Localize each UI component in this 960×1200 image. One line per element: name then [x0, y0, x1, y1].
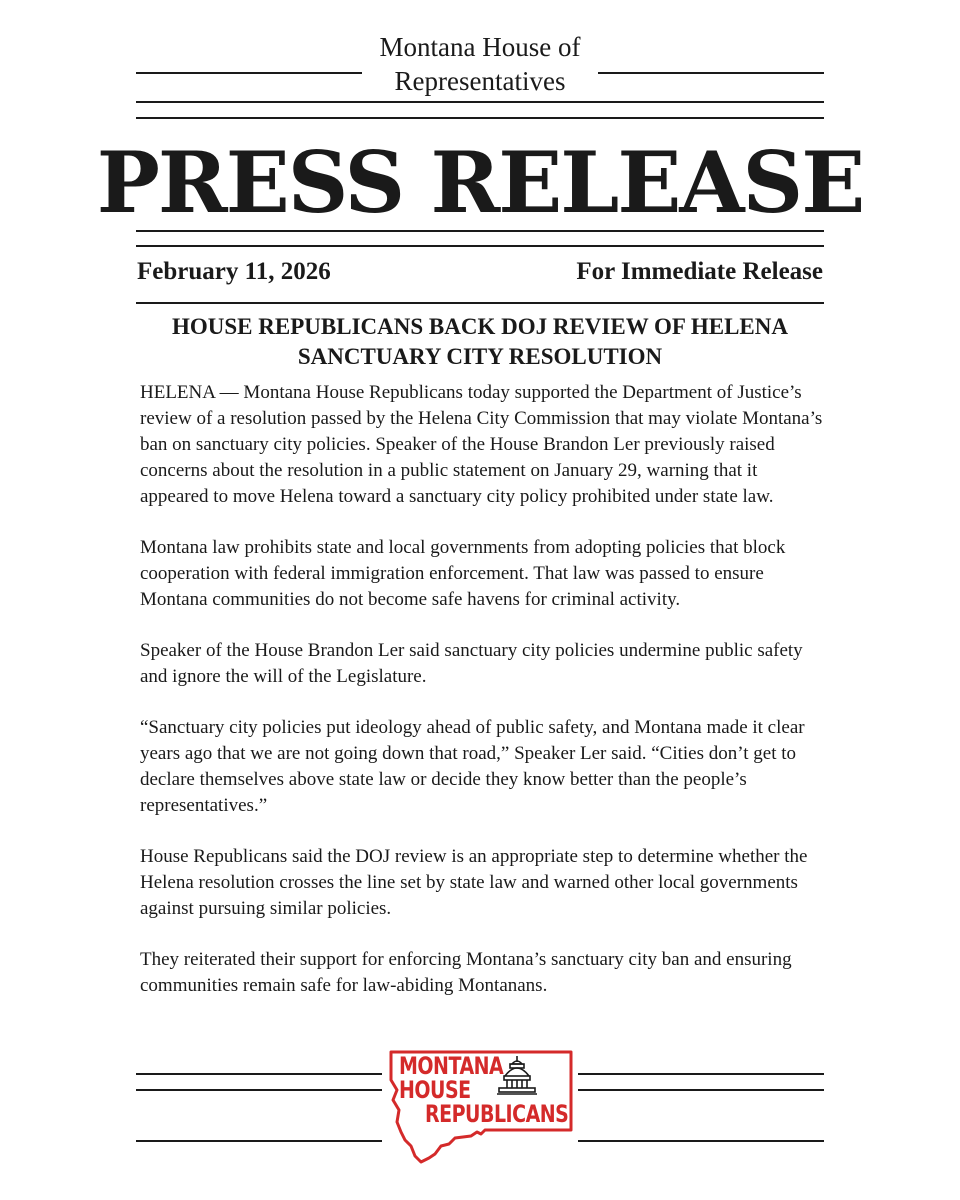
release-date: February 11, 2026	[137, 258, 331, 285]
footer-rule-left-2	[136, 1089, 382, 1091]
footer-rule-right-3	[578, 1140, 824, 1142]
footer-rule-left-1	[136, 1073, 382, 1075]
paragraph: Montana law prohibits state and local governments from adopting policies that block cooperation with federal immigration enforcement. That law was passed to ensure Montana communities do not become safe havens for criminal activity.	[140, 537, 786, 610]
paragraph: Speaker of the House Brandon Ler said sanctuary city policies undermine public safety and ignore the will of the Legislature.	[140, 640, 803, 687]
title-rule-1	[136, 230, 824, 232]
logo-text-montana: MONTANA	[399, 1052, 504, 1081]
footer-rule-right-2	[578, 1089, 824, 1091]
paragraph: “Sanctuary city policies put ideology ahead of public safety, and Montana made it clear years ago that we are not going down that road,” Speaker Ler said. “Cities don’t get to declare themselves above state law or decide they know better than the people’s representatives.”	[140, 717, 805, 816]
org-name-line2: Representatives	[394, 66, 566, 96]
headline-line2: SANCTUARY CITY RESOLUTION	[297, 344, 663, 369]
page-title: PRESS RELEASE	[96, 133, 864, 232]
montana-house-republicans-logo	[385, 1048, 575, 1166]
header-rule-full-2	[136, 117, 824, 119]
logo-text-house: HOUSE	[399, 1076, 471, 1105]
paragraph: HELENA — Montana House Republicans today supported the Department of Justice’s review of a resolution passed by the Helena City Commission that may violate Montana’s ban on sanctuary city policies. Speaker of the House Brandon Ler previously raised concerns about the resolution in a public statement on January 29, warning that it appeared to move Helena toward a sanctuary city policy prohibited under state law.	[140, 382, 823, 507]
title-rule-2	[136, 245, 824, 247]
org-name-line1: Montana House of	[379, 32, 581, 62]
org-name	[0, 30, 960, 98]
body-text	[140, 380, 828, 1024]
logo-text-republicans: REPUBLICANS	[425, 1100, 569, 1129]
footer-rule-left-3	[136, 1140, 382, 1142]
headline-line1: HOUSE REPUBLICANS BACK DOJ REVIEW OF HELENA	[172, 314, 788, 339]
headline	[137, 312, 823, 372]
release-type: For Immediate Release	[576, 258, 823, 285]
header-rule-full-1	[136, 101, 824, 103]
paragraph: House Republicans said the DOJ review is an appropriate step to determine whether the Helena resolution crosses the line set by state law and warned other local governments against pursuing similar policies.	[140, 846, 808, 919]
paragraph: They reiterated their support for enforcing Montana’s sanctuary city ban and ensuring communities remain safe for law-abiding Montanans.	[140, 949, 792, 996]
footer-rule-right-1	[578, 1073, 824, 1075]
meta-rule	[136, 302, 824, 304]
capitol-dome-icon	[495, 1054, 539, 1098]
